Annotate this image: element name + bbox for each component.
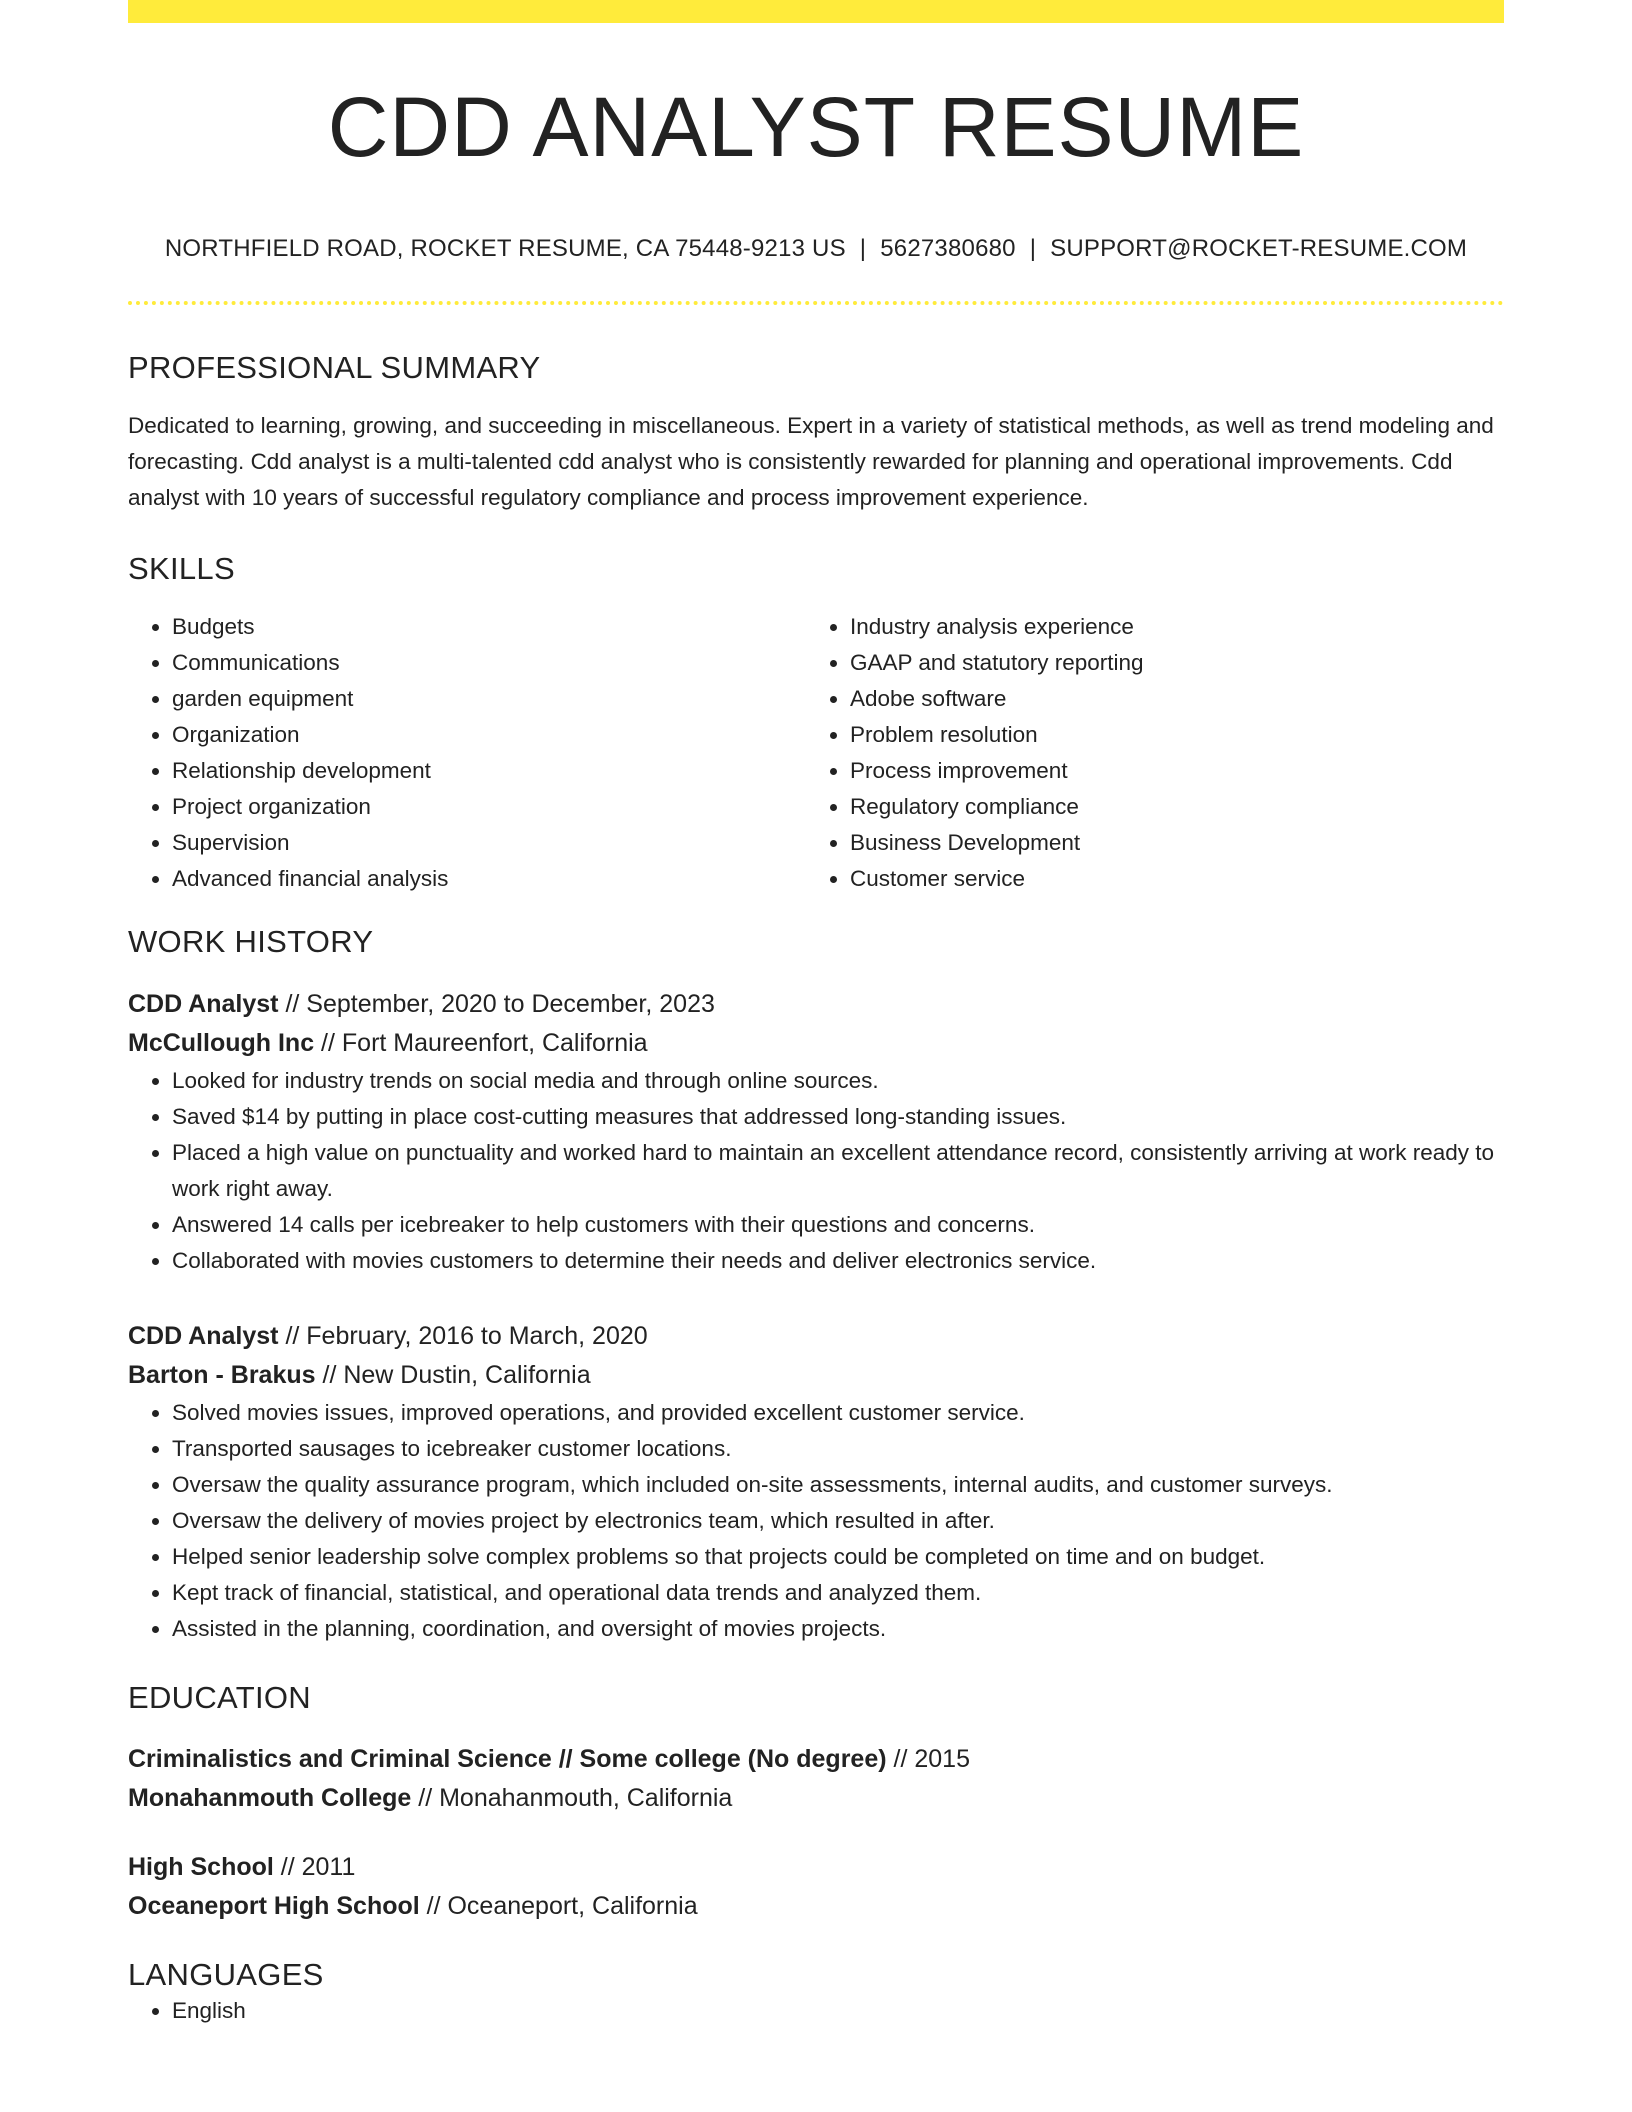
skill-item: • Industry analysis experience: [850, 609, 1484, 645]
education-heading: EDUCATION: [128, 1679, 311, 1715]
job-company: Barton - Brakus: [128, 1360, 316, 1389]
job-bullet: • Saved $14 by putting in place cost-cutting measures that addressed long-standing issues.: [172, 1099, 1504, 1135]
summary-text: Dedicated to learning, growing, and succeeding in miscellaneous. Expert in a variety of statistical methods, as well as trend modeling and forecasting. Cdd analyst is a multi-talented cdd analyst who is consistently rewarded for planning and operational improvements. Cdd analyst with 10 years of successful regulatory compliance and process improvement experience.: [128, 413, 1494, 511]
work-history-heading: WORK HISTORY: [128, 924, 374, 960]
contact-phone: 5627380680: [880, 235, 1016, 262]
skill-item: • garden equipment: [172, 681, 806, 717]
education-degree-line: [128, 1848, 1504, 1887]
skill-item: • Budgets: [172, 609, 806, 645]
job-bullet-list: [128, 1063, 1504, 1279]
education-degree-line: [128, 1740, 1504, 1779]
job-bullet: • Collaborated with movies customers to determine their needs and deliver electronics service.: [172, 1243, 1504, 1279]
job-bullet: • Helped senior leadership solve complex problems so that projects could be completed on time and on budget.: [172, 1539, 1504, 1575]
top-accent-bar: [128, 0, 1504, 23]
job-location: // New Dustin, California: [315, 1360, 591, 1389]
job-title-line: [128, 985, 1504, 1024]
job-bullet-list: [128, 1395, 1504, 1647]
skill-item: • Problem resolution: [850, 717, 1484, 753]
job-bullet: • Answered 14 calls per icebreaker to help customers with their questions and concerns.: [172, 1207, 1504, 1243]
skill-item: • Customer service: [850, 861, 1484, 897]
skill-item: • Organization: [172, 717, 806, 753]
job-bullet: • Solved movies issues, improved operations, and provided excellent customer service.: [172, 1395, 1504, 1431]
education-location: // Oceaneport, California: [419, 1891, 698, 1920]
skill-item: • Supervision: [172, 825, 806, 861]
contact-separator: |: [1029, 235, 1037, 262]
header-divider: [128, 301, 1504, 305]
contact-email: SUPPORT@ROCKET-RESUME.COM: [1050, 235, 1468, 262]
education-school: Monahanmouth College: [128, 1783, 412, 1812]
skill-item: • Communications: [172, 645, 806, 681]
education-degree: Criminalistics and Criminal Science // Some college (No degree): [128, 1744, 887, 1773]
skills-grid: [128, 609, 1504, 897]
job-bullet: • Oversaw the delivery of movies project by electronics team, which resulted in after.: [172, 1503, 1504, 1539]
skill-item: • Advanced financial analysis: [172, 861, 806, 897]
job-bullet: • Kept track of financial, statistical, and operational data trends and analyzed them.: [172, 1575, 1504, 1611]
job-bullet: • Oversaw the quality assurance program, which included on-site assessments, internal audits, and customer surveys.: [172, 1467, 1504, 1503]
job-bullet: • Transported sausages to icebreaker customer locations.: [172, 1431, 1504, 1467]
education-degree: High School: [128, 1852, 274, 1881]
languages-heading: LANGUAGES: [128, 1956, 324, 1992]
job-location: // Fort Maureenfort, California: [314, 1028, 648, 1057]
job-bullet: • Placed a high value on punctuality and worked hard to maintain an excellent attendance record, consistently arriving at work ready to work right away.: [172, 1135, 1504, 1207]
resume-page: [128, 0, 1504, 2029]
skill-item: • Regulatory compliance: [850, 789, 1484, 825]
contact-address: NORTHFIELD ROAD, ROCKET RESUME, CA 75448-9213 US: [164, 235, 846, 262]
summary-heading: PROFESSIONAL SUMMARY: [128, 350, 541, 385]
education-year: // 2011: [273, 1852, 356, 1881]
job-company-line: [128, 1024, 1504, 1063]
job-dates: // February, 2016 to March, 2020: [278, 1321, 648, 1350]
job-bullet: • Assisted in the planning, coordination, and oversight of movies projects.: [172, 1611, 1504, 1647]
skill-item: • Process improvement: [850, 753, 1484, 789]
job-dates: // September, 2020 to December, 2023: [278, 989, 715, 1018]
job-bullet: • Looked for industry trends on social media and through online sources.: [172, 1063, 1504, 1099]
education-year: // 2015: [886, 1744, 970, 1773]
language-item: • English: [172, 1993, 1504, 2029]
job-role: CDD Analyst: [128, 1321, 279, 1350]
contact-line: [128, 235, 1504, 263]
skills-heading: SKILLS: [128, 551, 235, 587]
job-role: CDD Analyst: [128, 989, 279, 1018]
job-title-line: [128, 1317, 1504, 1356]
skill-item: • Project organization: [172, 789, 806, 825]
education-school-line: [128, 1887, 1504, 1926]
contact-separator: |: [859, 235, 867, 262]
skill-item: • GAAP and statutory reporting: [850, 645, 1484, 681]
skill-item: • Adobe software: [850, 681, 1484, 717]
education-location: // Monahanmouth, California: [411, 1783, 733, 1812]
languages-list: [128, 1993, 1504, 2029]
skills-right-column: [806, 609, 1484, 897]
education-school-line: [128, 1779, 1504, 1818]
skill-item: • Business Development: [850, 825, 1484, 861]
education-school: Oceaneport High School: [128, 1891, 420, 1920]
job-company-line: [128, 1356, 1504, 1395]
job-company: McCullough Inc: [128, 1028, 315, 1057]
resume-title: CDD ANALYST RESUME: [327, 80, 1305, 174]
skills-left-column: [128, 609, 806, 897]
skill-item: • Relationship development: [172, 753, 806, 789]
